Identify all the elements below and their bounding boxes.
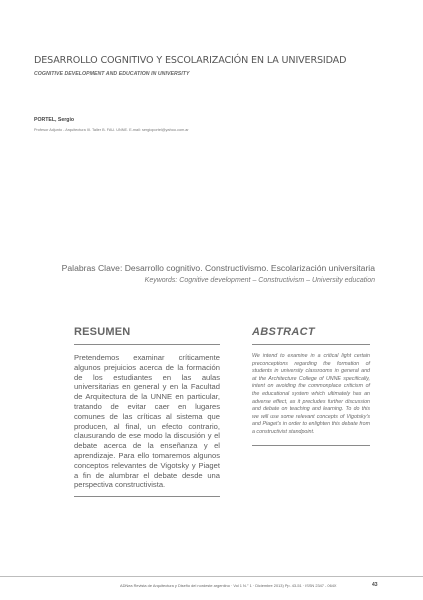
author-name: PORTEL, Sergio bbox=[34, 117, 75, 123]
article-subtitle: COGNITIVE DEVELOPMENT AND EDUCATION IN UNIVERSITY bbox=[34, 71, 190, 77]
footer-citation: ADNea Revista de Arquitectura y Diseño del nordeste argentino · Vol 1 N.° 1 · Diciembre 2013) Pp. 43-51 · ISSN 2347 - 064X bbox=[120, 583, 337, 588]
abstract-text: We intend to examine in a critical light certain preconceptions regarding the formation of students in university classrooms in general and at the Architecture College of UNNE specifically, intent on avoiding the commonplace criticism of the educational system which ultimately has an adverse effect, as it precludes further discussion and debate on teaching and learning. To do this we will use some relevant concepts of Vigotsky's and Piaget's in order to enlighten this debate from a constructivist standpoint. bbox=[252, 353, 370, 446]
abstract-column bbox=[252, 326, 370, 451]
keywords-english: Keywords: Cognitive development – Constructivism – University education bbox=[144, 277, 375, 284]
abstract-heading: ABSTRACT bbox=[252, 326, 370, 345]
article-title: DESARROLLO COGNITIVO Y ESCOLARIZACIÓN EN LA UNIVERSIDAD bbox=[34, 55, 347, 66]
keywords-spanish: Palabras Clave: Desarrollo cognitivo. Constructivismo. Escolarización universitaria bbox=[61, 263, 375, 273]
footer-divider bbox=[0, 576, 423, 577]
resumen-heading: RESUMEN bbox=[74, 326, 220, 345]
resumen-text: Pretendemos examinar críticamente algunos prejuicios acerca de la formación de los estudiantes en las aulas universitarias en general y en la Facultad de Arquitectura de la UNNE en particular, tratando de evitar caer en lugares comunes de las críticas al sistema que producen, al final, un efecto contrario, clausurando de ese modo la discusión y el debate acerca de la enseñanza y el aprendizaje. Para ello tomaremos algunos conceptos relevantes de Vigotsky y Piaget a fin de alumbrar el debate desde una perspectiva constructivista. bbox=[74, 353, 220, 497]
page-number: 43 bbox=[372, 582, 378, 588]
author-affiliation: Profesor Adjunto - Arquitectura III. Taller B. FAU. UNNE. E-mail: sergioportel@yahoo.com.ar bbox=[34, 128, 189, 132]
resumen-column bbox=[74, 326, 220, 505]
